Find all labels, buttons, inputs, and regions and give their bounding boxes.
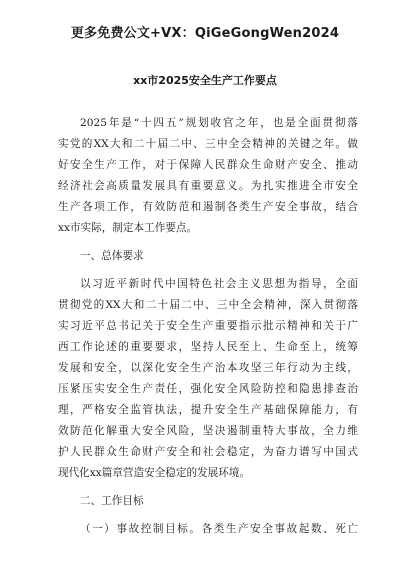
- paragraph-line: 好安全生产工作，对于保障人民群众生命财产安全、推动: [58, 159, 358, 171]
- paragraph-line: 贯彻党的XX大和二十届二中、三中全会精神，深入贯彻落: [58, 299, 358, 311]
- paragraph-line: 护人民群众生命财产安全和社会稳定，为奋力谱写中国式: [58, 446, 358, 458]
- paragraph-line: 以习近平新时代中国特色社会主义思想为指导，全面: [80, 278, 358, 290]
- section-heading: 一、总体要求: [80, 250, 144, 262]
- paragraph-line: 理，严格安全监管执法，提升安全生产基础保障能力，有: [58, 404, 358, 416]
- paragraph-line: 西工作论述的重要要求，坚持人民至上、生命至上，统筹: [58, 341, 358, 353]
- section-heading: 二、工作目标: [80, 495, 144, 507]
- paragraph-line: 实习近平总书记关于安全生产重要指示批示精神和关于广: [58, 320, 358, 332]
- paragraph-line: 效防范化解重大安全风险，坚决遏制重特大事故，全力维: [58, 425, 358, 437]
- paragraph-line: 现代化xx篇章营造安全稳定的发展环境。: [58, 467, 251, 479]
- paragraph-line: 2025年是“十四五”规划收官之年，也是全面贯彻落: [80, 117, 358, 129]
- document-title: xx市2025安全生产工作要点: [133, 74, 277, 87]
- promo-header: 更多免费公文+VX：QiGeGongWen2024: [70, 26, 340, 41]
- paragraph-line: 实党的XX大和二十届二中、三中全会精神的关键之年。做: [58, 138, 358, 150]
- paragraph-line: 发展和安全，以深化安全生产治本攻坚三年行动为主线，: [58, 362, 358, 374]
- paragraph-line: 压紧压实安全生产责任，强化安全风险防控和隐患排查治: [58, 383, 358, 395]
- paragraph-line: （一）事故控制目标。各类生产安全事故起数、死亡: [80, 523, 358, 535]
- paragraph-line: 经济社会高质量发展具有重要意义。为扎实推进全市安全: [58, 180, 358, 192]
- paragraph-line: xx市实际，制定本工作要点。: [58, 222, 198, 234]
- paragraph-line: 生产各项工作，有效防范和遏制各类生产安全事故，结合: [58, 201, 358, 213]
